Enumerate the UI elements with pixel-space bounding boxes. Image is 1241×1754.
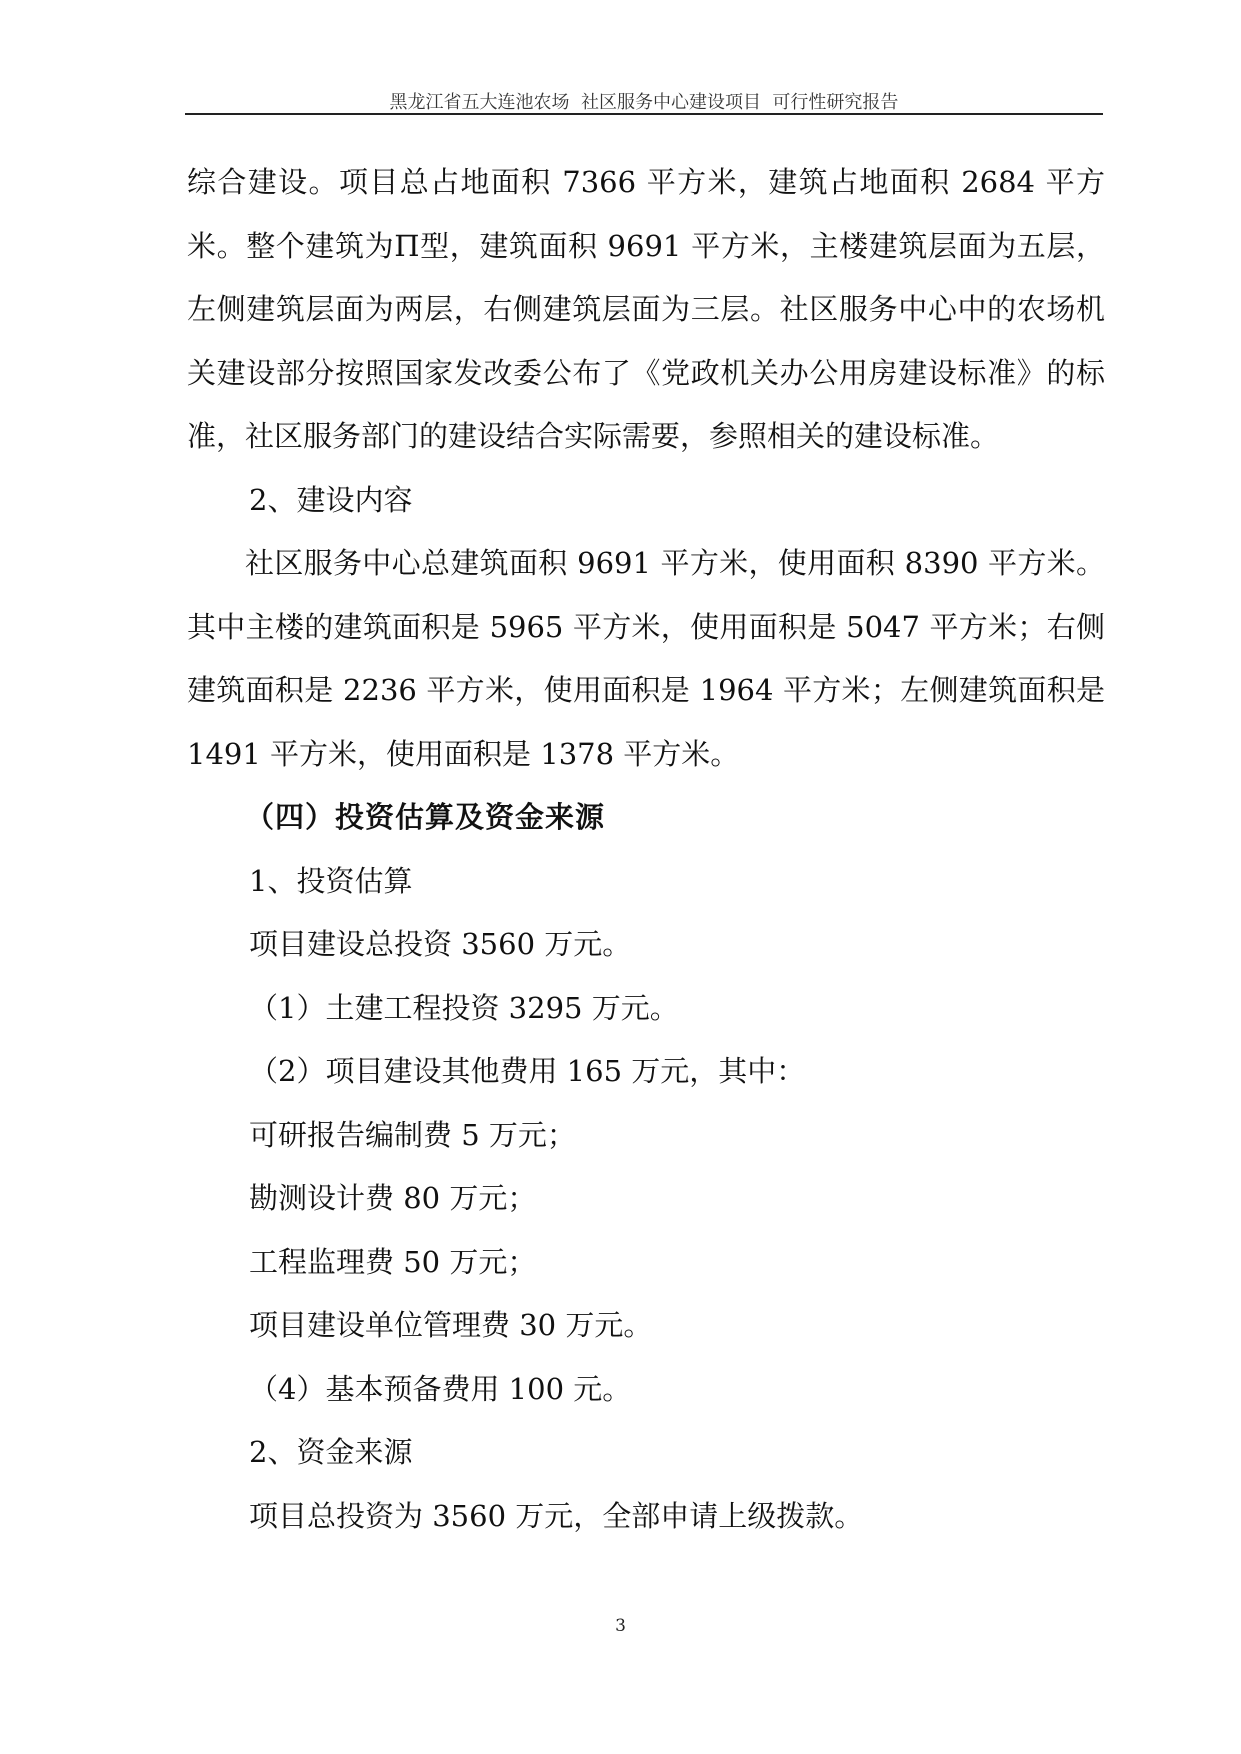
line-survey-fee: 勘测设计费 80 万元； bbox=[249, 1181, 537, 1215]
line-supervision-fee: 工程监理费 50 万元； bbox=[249, 1244, 537, 1279]
line-feasibility-fee: 可研报告编制费 5 万元； bbox=[249, 1117, 576, 1152]
paragraph-overview: 综合建设。项目总占地面积 7366 平方米，建筑占地面积 2684 平方米。整个建筑为Π型，建筑面积 9691 平方米，主楼建筑层面为五层，左侧建筑层面为两层，右侧建筑层面为三层。社区服务中心中的农场机关建设部分按照国家发改委公布了《党政机关办公用房建设标准》的标准，社区服务部门的建设结合实际需要，参照相关的建设标准。 bbox=[187, 165, 1105, 453]
line-civil-investment: （1）土建工程投资 3295 万元。 bbox=[249, 990, 679, 1025]
subheading-investment-estimate: 1、投资估算 bbox=[249, 863, 413, 898]
line-reserve-fee: （4）基本预备费用 100 元。 bbox=[249, 1371, 632, 1406]
running-header: 黑龙江省五大连池农场 社区服务中心建设项目 可行性研究报告 bbox=[389, 92, 899, 113]
line-other-costs: （2）项目建设其他费用 165 万元，其中： bbox=[249, 1054, 806, 1088]
subheading-construction-content: 2、建设内容 bbox=[249, 482, 413, 517]
line-total-investment: 项目建设总投资 3560 万元。 bbox=[249, 927, 632, 961]
line-management-fee: 项目建设单位管理费 30 万元。 bbox=[249, 1308, 653, 1342]
header-divider bbox=[185, 113, 1103, 115]
line-funding-source: 项目总投资为 3560 万元，全部申请上级拨款。 bbox=[249, 1498, 864, 1533]
section-heading-investment: （四）投资估算及资金来源 bbox=[245, 800, 606, 834]
subheading-funding-source: 2、资金来源 bbox=[249, 1435, 413, 1469]
document-body bbox=[187, 151, 1105, 1548]
page-number: 3 bbox=[615, 1616, 626, 1636]
paragraph-construction-content: 社区服务中心总建筑面积 9691 平方米，使用面积 8390 平方米。其中主楼的建筑面积是 5965 平方米，使用面积是 5047 平方米；右侧建筑面积是 2236 平方米，使用面积是 1964 平方米；左侧建筑面积是 1491 平方米，使用面积是 1378 平方米。 bbox=[187, 546, 1105, 771]
